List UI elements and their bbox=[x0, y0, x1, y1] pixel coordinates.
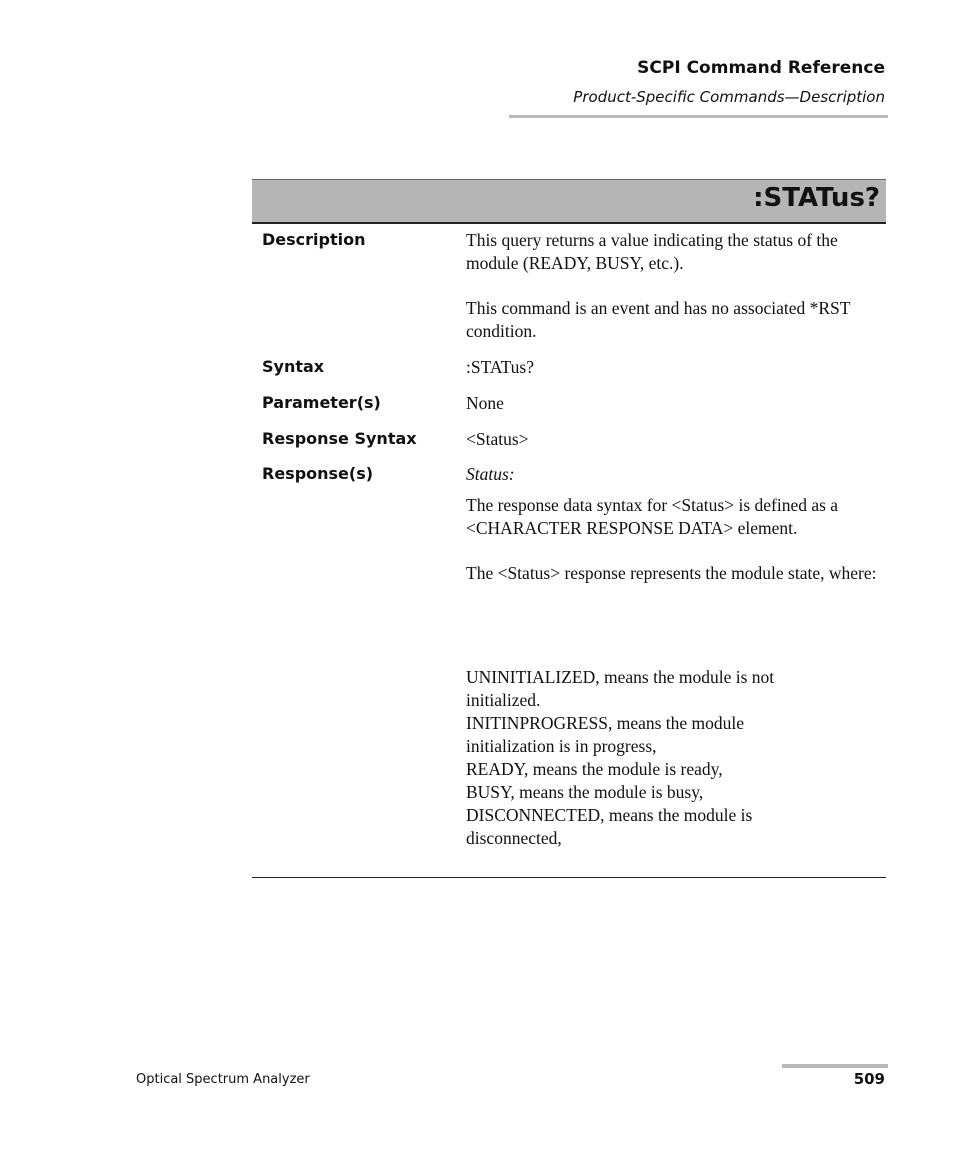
state-uninitialized: UNINITIALIZED, means the module is not initialized. bbox=[466, 667, 775, 710]
response-paragraph-2: The <Status> response represents the module state, where: bbox=[466, 563, 877, 583]
response-syntax-label: Response Syntax bbox=[262, 429, 417, 448]
page-number: 509 bbox=[853, 1070, 885, 1088]
description-paragraph-2: This command is an event and has no associated *RST condition. bbox=[466, 298, 851, 341]
footer-rule bbox=[782, 1064, 888, 1068]
state-ready: READY, means the module is ready, bbox=[466, 759, 723, 779]
state-busy: BUSY, means the module is busy, bbox=[466, 782, 704, 802]
state-initinprogress: INITINPROGRESS, means the module initialization is in progress, bbox=[466, 713, 745, 756]
table-bottom-rule bbox=[252, 877, 886, 878]
response-states-list bbox=[466, 666, 826, 850]
header-rule bbox=[509, 115, 888, 118]
description-label: Description bbox=[262, 230, 366, 249]
footer-product-name: Optical Spectrum Analyzer bbox=[136, 1072, 310, 1087]
state-disconnected: DISCONNECTED, means the module is disconnected, bbox=[466, 805, 753, 848]
response-description bbox=[466, 494, 886, 585]
responses-label: Response(s) bbox=[262, 464, 374, 483]
parameters-label: Parameter(s) bbox=[262, 393, 381, 412]
description-value bbox=[466, 229, 886, 343]
description-paragraph-1: This query returns a value indicating the status of the module (READY, BUSY, etc.). bbox=[466, 230, 838, 273]
running-header-subtitle: Product-Specific Commands—Description bbox=[573, 88, 885, 106]
command-title: :STATus? bbox=[753, 183, 880, 213]
response-name: Status: bbox=[466, 464, 515, 484]
response-paragraph-1: The response data syntax for <Status> is defined as a <CHARACTER RESPONSE DATA> element. bbox=[466, 495, 839, 538]
running-header-title: SCPI Command Reference bbox=[637, 58, 885, 78]
syntax-value: :STATus? bbox=[466, 357, 534, 377]
response-syntax-value: <Status> bbox=[466, 429, 529, 449]
syntax-label: Syntax bbox=[262, 357, 325, 376]
parameters-value: None bbox=[466, 393, 504, 413]
command-title-bar bbox=[252, 179, 886, 224]
